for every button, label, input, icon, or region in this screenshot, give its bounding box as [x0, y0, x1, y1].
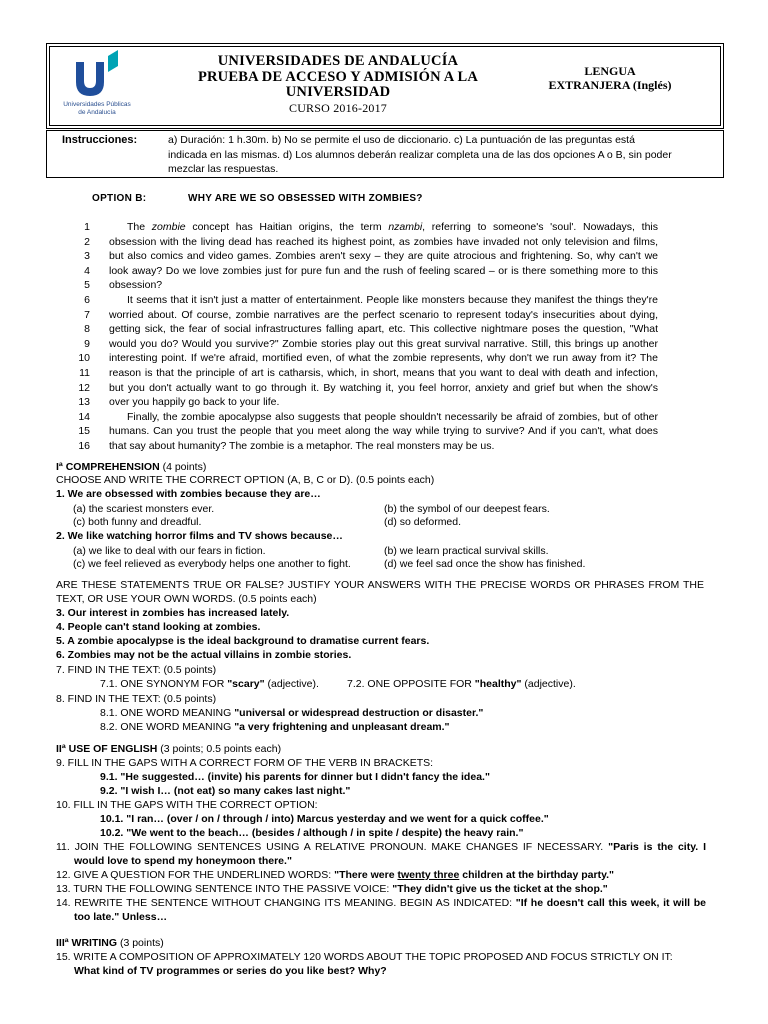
- q7-2-word: "healthy": [474, 678, 522, 690]
- q1-option-c: (c) both funny and dreadful.: [73, 516, 202, 528]
- q7-1-word: "scary": [227, 678, 265, 690]
- line-number: 8: [84, 323, 90, 336]
- q14-instruction: 14. REWRITE THE SENTENCE WITHOUT CHANGING ITS MEANING. BEGIN AS INDICATED:: [56, 897, 516, 909]
- title-line2: PRUEBA DE ACCESO Y ADMISIÓN A LA: [197, 68, 479, 85]
- q8-1-word: "universal or widespread destruction or disaster.": [234, 707, 484, 719]
- text-line: getting sick, the fear of social infrastructures falling apart, etc. This collective nightmare poses the question, "What: [109, 323, 658, 336]
- text-line: over you happily go back to your life.: [109, 396, 280, 409]
- text-line: obsession?: [109, 279, 163, 292]
- text-line: but also comics and video games. Zombies aren't sexy – they are quite atrocious and frightening. So, why can't we: [109, 250, 658, 263]
- q1-option-d: (d) so deformed.: [384, 516, 462, 528]
- line-number: 10: [78, 352, 90, 365]
- q2-option-c: (c) we feel relieved as everybody helps one another to fight.: [73, 558, 351, 570]
- q13-instruction: 13. TURN THE FOLLOWING SENTENCE INTO THE PASSIVE VOICE:: [56, 883, 393, 895]
- q14-sentence-part1: "If he doesn't call this week, it will be: [515, 897, 706, 909]
- q12-underlined-words: twenty three: [397, 869, 460, 881]
- text-line: but you don't actually want to go through it. By watching it, you feel horror, anxiety and grief but when the show's: [109, 381, 658, 394]
- text-line: would you do? Would you survive?" Zombie stories play out this great survival narrative. Still, this brings up another: [109, 337, 658, 350]
- instructions-line2: indicada en las mismas. d) Los alumnos deberán realizar completa una de las dos opciones A o B, sin poder: [168, 148, 672, 161]
- line-number: 11: [79, 367, 90, 379]
- question-6: 6. Zombies may not be the actual villains in zombie stories.: [56, 649, 352, 661]
- q12-sentence-start: "There were: [334, 869, 398, 881]
- q2-option-d: (d) we feel sad once the show has finished.: [384, 558, 586, 570]
- text-line: Finally, the zombie apocalypse also suggests that people shouldn't necessarily be afraid of zombies, but of other: [127, 410, 658, 423]
- question-5: 5. A zombie apocalypse is the ideal background to dramatise current fears.: [56, 635, 430, 647]
- line-number: 4: [84, 264, 90, 277]
- exam-title: [170, 54, 506, 115]
- text-line: that say about humanity? The zombie is a metaphor. The real monsters may be us.: [109, 440, 495, 452]
- line-number: 13: [78, 396, 90, 409]
- q12-sentence-end: children at the birthday party.": [459, 869, 615, 881]
- true-false-instruction-line2: TEXT, OR USE YOUR OWN WORDS. (0.5 points each): [56, 593, 317, 605]
- section3-heading: [56, 937, 164, 950]
- question-15: 15. WRITE A COMPOSITION OF APPROXIMATELY 120 WORDS ABOUT THE TOPIC PROPOSED AND FOCUS STRICTLY ON IT:: [56, 951, 673, 963]
- course-year: CURSO 2016-2017: [288, 100, 387, 115]
- q2-option-a: (a) we like to deal with our fears in fiction.: [73, 545, 266, 557]
- line-number: 1: [84, 221, 90, 233]
- true-false-instruction-line1: ARE THESE STATEMENTS TRUE OR FALSE? JUSTIFY YOUR ANSWERS WITH THE PRECISE WORDS OR PHRASES FROM THE: [56, 579, 704, 591]
- q11-instruction: 11. JOIN THE FOLLOWING SENTENCES USING A RELATIVE PRONOUN. MAKE CHANGES IF NECESSARY.: [56, 841, 609, 853]
- section1-title: Iª COMPREHENSION: [56, 461, 160, 473]
- instructions-line3: mezclar las respuestas.: [168, 163, 279, 175]
- question-10-2: 10.2. "We went to the beach… (besides / although / in spite / despite) the heavy rain.": [100, 827, 524, 839]
- title-line3: UNIVERSIDAD: [285, 84, 391, 100]
- q8-1-prefix: 8.1. ONE WORD MEANING: [100, 707, 235, 719]
- question-1: 1. We are obsessed with zombies because they are…: [56, 488, 321, 500]
- question-8-2: [100, 721, 450, 734]
- q2-option-b: (b) we learn practical survival skills.: [384, 545, 549, 557]
- question-9-1: 9.1. "He suggested… (invite) his parents for dinner but I didn't fancy the idea.": [100, 771, 490, 783]
- section2-heading: [56, 743, 281, 756]
- section2-points: (3 points; 0.5 points each): [160, 743, 282, 755]
- section1-points: (4 points): [162, 461, 207, 473]
- subject-title: [540, 64, 680, 92]
- question-2: 2. We like watching horror films and TV shows because…: [56, 530, 343, 542]
- section3-title: IIIª WRITING: [56, 937, 118, 949]
- line-number: 12: [78, 381, 90, 394]
- text-line: It seems that it isn't just a matter of entertainment. People like monsters because they manifest the things they're: [127, 294, 658, 306]
- question-9: 9. FILL IN THE GAPS WITH A CORRECT FORM OF THE VERB IN BRACKETS:: [56, 757, 434, 769]
- line-number: 15: [78, 425, 90, 438]
- question-7: 7. FIND IN THE TEXT: (0.5 points): [56, 664, 217, 676]
- question-11: [56, 840, 706, 854]
- question-10-1: 10.1. "I ran… (over / on / through / into) Marcus yesterday and we went for a quick coffee.": [100, 813, 549, 825]
- logo-u-icon: [56, 50, 142, 100]
- logo-caption-line1: Universidades Públicas: [63, 101, 131, 108]
- instructions-text: [168, 133, 708, 177]
- line-number: 3: [84, 250, 90, 263]
- q1-option-a: (a) the scariest monsters ever.: [73, 503, 215, 515]
- title-line1: UNIVERSIDADES DE ANDALUCÍA: [217, 53, 459, 69]
- q7-1-suffix: (adjective).: [264, 678, 319, 690]
- line-number: 7: [84, 308, 90, 321]
- q11-sentence-part1: "Paris is the city. I: [608, 841, 706, 853]
- q7-2-prefix: 7.2. ONE OPPOSITE FOR: [347, 678, 475, 690]
- subject-line1: LENGUA: [584, 64, 636, 78]
- question-12: [56, 869, 614, 882]
- line-number: 9: [84, 337, 90, 350]
- text-line: interesting point. If we're afraid, mortified even, of what the zombie represents, why don't we run away from it? The: [109, 352, 658, 365]
- q8-2-prefix: 8.2. ONE WORD MEANING: [100, 721, 235, 733]
- question-8: 8. FIND IN THE TEXT: (0.5 points): [56, 693, 217, 705]
- line-number: 2: [84, 235, 90, 248]
- question-14: [56, 896, 706, 910]
- q7-2-suffix: (adjective).: [521, 678, 576, 690]
- question-4: 4. People can't stand looking at zombies.: [56, 621, 261, 633]
- q14-sentence-part2: too late." Unless…: [74, 911, 168, 923]
- text-line: obsession with the living dead has reached its highest point, as zombies have invaded not only television and films,: [109, 235, 658, 248]
- question-9-2: 9.2. "I wish I… (not eat) so many cakes last night.": [100, 785, 351, 797]
- question-10: 10. FILL IN THE GAPS WITH THE CORRECT OPTION:: [56, 799, 318, 811]
- text-line: The zombie concept has Haitian origins, the term nzambi, referring to someone's 'soul'. Nowadays, this: [127, 221, 658, 233]
- reading-title: WHY ARE WE SO OBSESSED WITH ZOMBIES?: [188, 193, 423, 204]
- logo-caption-line2: de Andalucía: [78, 108, 116, 116]
- line-number: 5: [84, 279, 90, 292]
- q12-instruction: 12. GIVE A QUESTION FOR THE UNDERLINED WORDS:: [56, 869, 335, 881]
- instructions-line1: a) Duración: 1 h.30m. b) No se permite el uso de diccionario. c) La puntuación de las preguntas está: [168, 134, 635, 146]
- line-number: 6: [84, 294, 90, 306]
- question-7-1: [100, 678, 319, 691]
- section1-instruction: CHOOSE AND WRITE THE CORRECT OPTION (A, B, C or D). (0.5 points each): [56, 474, 435, 486]
- section2-title: IIª USE OF ENGLISH: [56, 743, 158, 755]
- instructions-label: Instrucciones:: [62, 134, 138, 146]
- option-label: OPTION B:: [92, 193, 147, 204]
- text-line: reason is that the principle of art is catharsis, which, in short, means that you want to deal with death and infection,: [109, 367, 658, 379]
- q11-sentence-part2: would love to spend my honeymoon there.": [74, 855, 292, 867]
- question-8-1: [100, 707, 483, 720]
- section1-heading: [56, 461, 206, 474]
- q8-2-word: "a very frightening and unpleasant dream.": [234, 721, 450, 733]
- subject-line2: EXTRANJERA (Inglés): [548, 78, 672, 92]
- question-13: [56, 883, 608, 896]
- q7-1-prefix: 7.1. ONE SYNONYM FOR: [100, 678, 228, 690]
- text-line: look away? Do we love zombies just for pure fun and the rush of feeling scared – or is there something more to this: [109, 264, 658, 277]
- line-number: 14: [78, 410, 90, 423]
- section3-points: (3 points): [119, 937, 164, 949]
- q13-sentence: "They didn't give us the ticket at the shop.": [392, 883, 608, 895]
- text-line: humans. Can you trust the people that you meet along the way while trying to survive? And if you can't, what does: [109, 425, 658, 438]
- q1-option-b: (b) the symbol of our deepest fears.: [384, 503, 550, 515]
- q15-topic: What kind of TV programmes or series do you like best? Why?: [74, 965, 387, 977]
- logo-caption: [52, 101, 142, 116]
- question-7-2: [347, 678, 576, 691]
- question-3: 3. Our interest in zombies has increased lately.: [56, 607, 290, 619]
- line-number: 16: [78, 440, 90, 452]
- text-line: worried about. Of course, zombie narratives are the perfect scenario to represent today's insecurities about dying,: [109, 308, 658, 321]
